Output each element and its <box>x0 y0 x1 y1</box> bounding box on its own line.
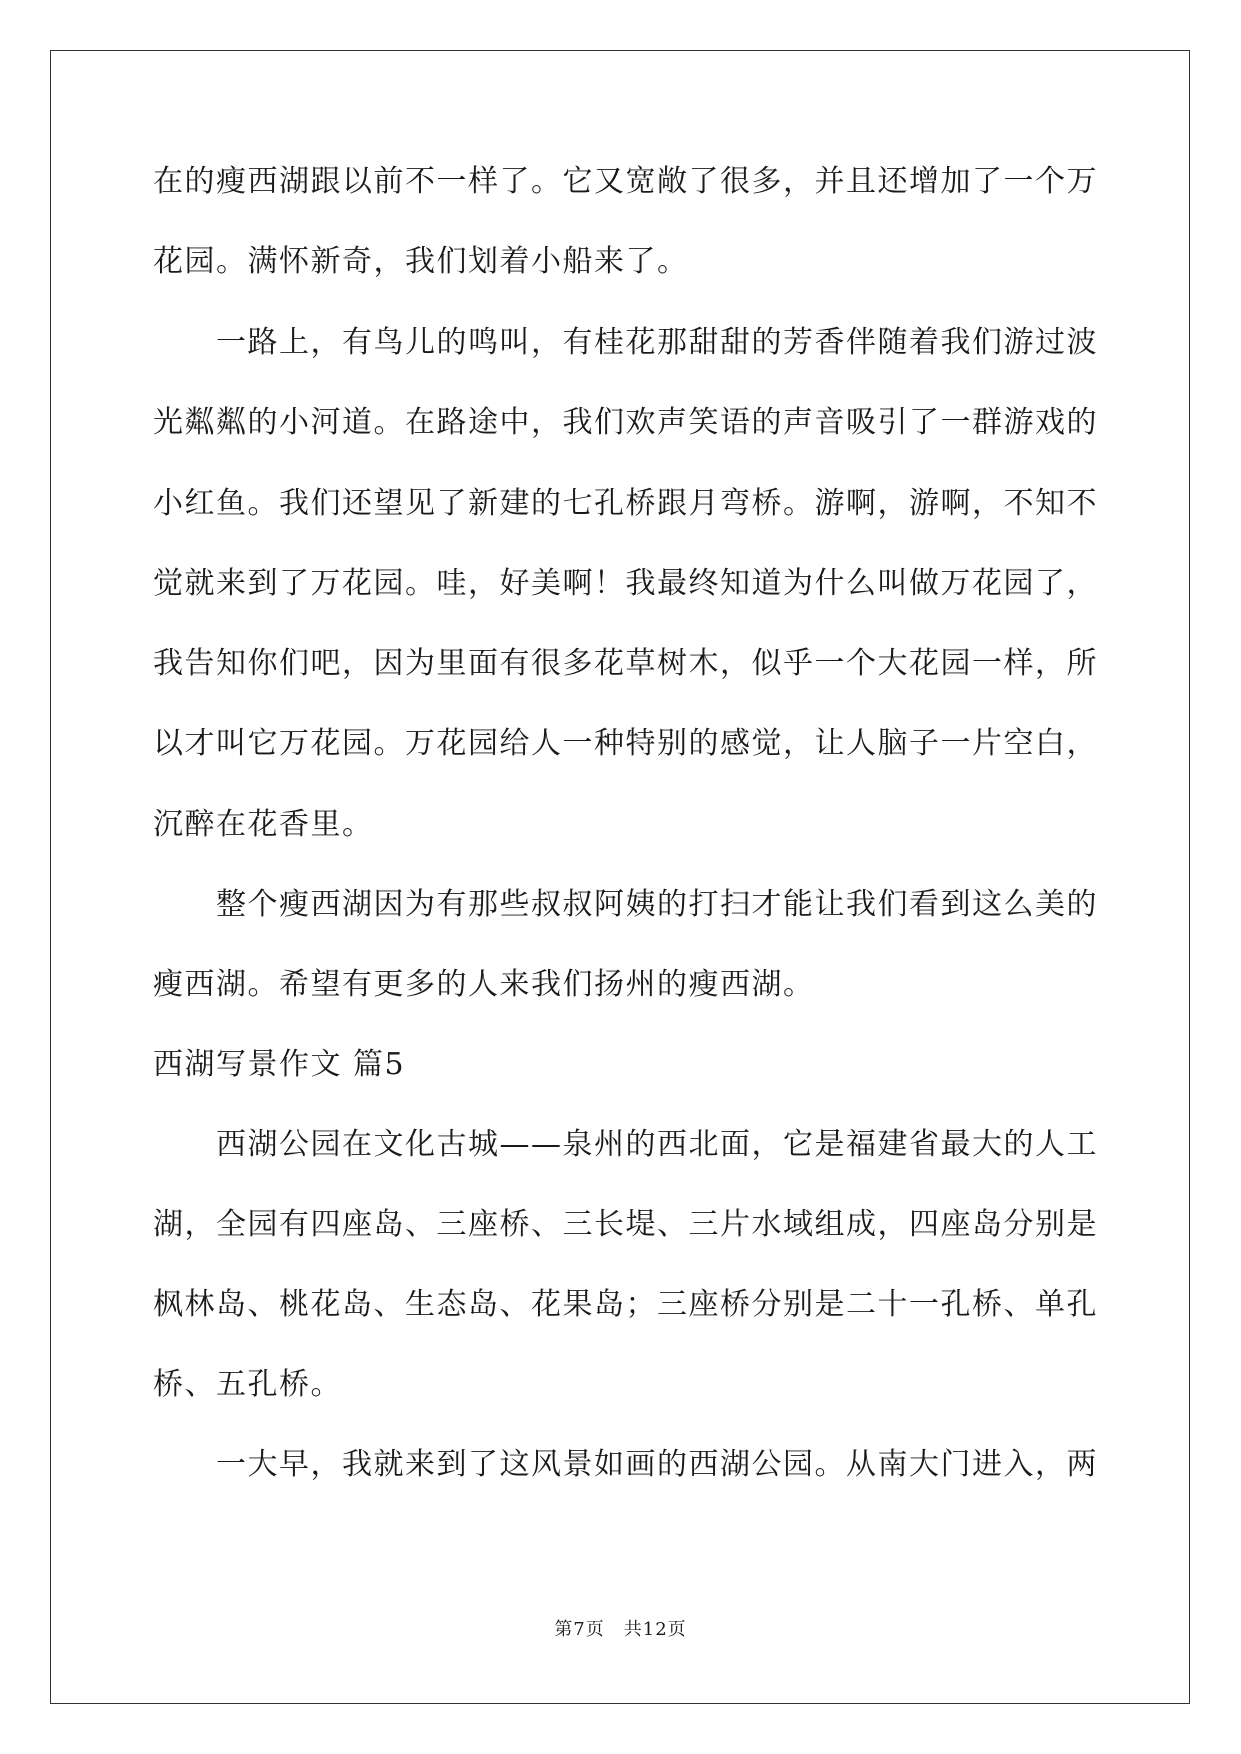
text-line: 花园。满怀新奇，我们划着小船来了。 <box>153 244 689 279</box>
text-line: 觉就来到了万花园。哇，好美啊！我最终知道为什么叫做万花园了， <box>153 566 1098 601</box>
text-line: 桥、五孔桥。 <box>153 1367 342 1402</box>
text-line: 我告知你们吧，因为里面有很多花草树木，似乎一个大花园一样，所 <box>153 646 1098 681</box>
text-line: 湖，全园有四座岛、三座桥、三长堤、三片水域组成，四座岛分别是 <box>153 1207 1098 1242</box>
text-line: 在的瘦西湖跟以前不一样了。它又宽敞了很多，并且还增加了一个万 <box>153 164 1098 199</box>
text-line: 一大早，我就来到了这风景如画的西湖公园。从南大门进入，两 <box>153 1447 1098 1482</box>
text-line: 小红鱼。我们还望见了新建的七孔桥跟月弯桥。游啊，游啊，不知不 <box>153 486 1098 521</box>
text-line: 瘦西湖。希望有更多的人来我们扬州的瘦西湖。 <box>153 967 815 1002</box>
text-line: 以才叫它万花园。万花园给人一种特别的感觉，让人脑子一片空白， <box>153 726 1098 761</box>
text-line: 西湖公园在文化古城——泉州的西北面，它是福建省最大的人工 <box>153 1127 1098 1162</box>
text-line: 沉醉在花香里。 <box>153 807 374 842</box>
text-line: 一路上，有鸟儿的鸣叫，有桂花那甜甜的芳香伴随着我们游过波 <box>153 325 1098 360</box>
text-line: 光粼粼的小河道。在路途中，我们欢声笑语的声音吸引了一群游戏的 <box>153 405 1098 440</box>
text-line: 整个瘦西湖因为有那些叔叔阿姨的打扫才能让我们看到这么美的 <box>153 887 1098 922</box>
section-heading: 西湖写景作文 篇5 <box>153 1047 406 1082</box>
page-footer: 第7页 共12页 <box>554 1619 687 1640</box>
text-line: 枫林岛、桃花岛、生态岛、花果岛；三座桥分别是二十一孔桥、单孔 <box>153 1287 1098 1322</box>
